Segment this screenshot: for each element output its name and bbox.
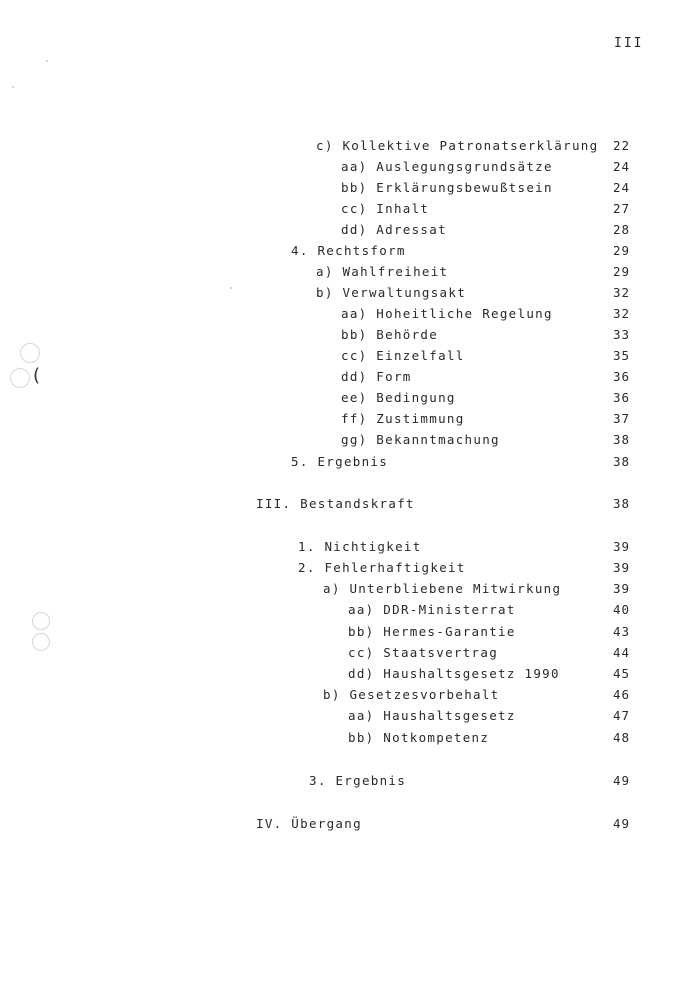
toc-entry	[0, 179, 700, 199]
toc-entry-label: cc) Inhalt	[341, 201, 430, 216]
toc-entry-label: bb) Hermes-Garantie	[348, 624, 516, 639]
toc-entry-page: 28	[612, 222, 630, 237]
toc-entry-page: 36	[612, 369, 630, 384]
toc-entry	[0, 538, 700, 558]
scan-speck	[230, 287, 232, 289]
toc-entry-page: 35	[612, 348, 630, 363]
toc-entry	[0, 623, 700, 643]
toc-entry-label: aa) Hoheitliche Regelung	[341, 306, 553, 321]
punch-hole-mark	[20, 343, 40, 363]
toc-entry-label: c) Kollektive Patronatserklärung	[316, 138, 599, 153]
toc-entry	[0, 284, 700, 304]
toc-entry-label: a) Wahlfreiheit	[316, 264, 449, 279]
toc-entry	[0, 137, 700, 157]
toc-entry-label: aa) Haushaltsgesetz	[348, 708, 516, 723]
toc-entry	[0, 431, 700, 451]
toc-entry-label: bb) Notkompetenz	[348, 730, 490, 745]
punch-hole-mark	[10, 368, 30, 388]
toc-entry-label: cc) Staatsvertrag	[348, 645, 499, 660]
toc-entry-label: aa) DDR-Ministerrat	[348, 602, 516, 617]
toc-entry	[0, 559, 700, 579]
toc-entry-page: 32	[612, 285, 630, 300]
toc-entry	[0, 389, 700, 409]
toc-entry-label: b) Gesetzesvorbehalt	[323, 687, 500, 702]
toc-entry-page: 22	[612, 138, 630, 153]
toc-entry	[0, 601, 700, 621]
toc-entry	[0, 453, 700, 473]
toc-entry-page: 40	[612, 602, 630, 617]
toc-entry-page: 29	[612, 243, 630, 258]
toc-entry-page: 24	[612, 159, 630, 174]
toc-entry-label: gg) Bekanntmachung	[341, 432, 500, 447]
toc-entry-page: 24	[612, 180, 630, 195]
toc-entry-label: 5. Ergebnis	[291, 454, 389, 469]
toc-entry-page: 48	[612, 730, 630, 745]
toc-entry-page: 39	[612, 539, 630, 554]
toc-entry	[0, 495, 700, 515]
toc-entry	[0, 305, 700, 325]
toc-entry-label: bb) Behörde	[341, 327, 439, 342]
margin-bracket: (	[33, 365, 41, 386]
toc-entry-label: aa) Auslegungsgrundsätze	[341, 159, 553, 174]
toc-entry-page: 38	[612, 432, 630, 447]
toc-entry-label: b) Verwaltungsakt	[316, 285, 467, 300]
scan-speck	[46, 60, 48, 62]
punch-hole-mark	[32, 633, 50, 651]
toc-entry-page: 33	[612, 327, 630, 342]
toc-entry-label: 1. Nichtigkeit	[298, 539, 422, 554]
punch-hole-mark	[32, 612, 50, 630]
toc-entry	[0, 772, 700, 792]
toc-entry	[0, 665, 700, 685]
toc-entry-label: IV. Übergang	[256, 816, 362, 831]
toc-entry-label: bb) Erklärungsbewußtsein	[341, 180, 553, 195]
toc-entry-page: 49	[612, 816, 630, 831]
toc-entry-label: dd) Form	[341, 369, 412, 384]
toc-entry-page: 39	[612, 581, 630, 596]
toc-entry-page: 44	[612, 645, 630, 660]
toc-entry-label: 4. Rechtsform	[291, 243, 406, 258]
page-number: III	[614, 36, 644, 51]
toc-entry-label: dd) Haushaltsgesetz 1990	[348, 666, 560, 681]
toc-entry-page: 49	[612, 773, 630, 788]
toc-entry-label: 2. Fehlerhaftigkeit	[298, 560, 466, 575]
toc-entry	[0, 263, 700, 283]
toc-entry	[0, 221, 700, 241]
toc-entry-page: 43	[612, 624, 630, 639]
toc-entry-page: 47	[612, 708, 630, 723]
toc-entry-page: 45	[612, 666, 630, 681]
toc-entry	[0, 242, 700, 262]
toc-entry	[0, 644, 700, 664]
toc-entry-page: 32	[612, 306, 630, 321]
toc-entry	[0, 410, 700, 430]
toc-entry-page: 29	[612, 264, 630, 279]
toc-entry	[0, 707, 700, 727]
toc-entry	[0, 368, 700, 388]
toc-entry-label: 3. Ergebnis	[309, 773, 407, 788]
toc-entry-page: 36	[612, 390, 630, 405]
toc-entry	[0, 326, 700, 346]
toc-entry-page: 46	[612, 687, 630, 702]
toc-entry	[0, 200, 700, 220]
toc-entry-page: 38	[612, 454, 630, 469]
toc-entry	[0, 815, 700, 835]
toc-entry-page: 38	[612, 496, 630, 511]
scan-speck	[12, 86, 14, 88]
toc-entry-label: III. Bestandskraft	[256, 496, 415, 511]
toc-entry-label: cc) Einzelfall	[341, 348, 465, 363]
toc-entry-label: dd) Adressat	[341, 222, 447, 237]
toc-entry	[0, 729, 700, 749]
toc-entry-label: a) Unterbliebene Mitwirkung	[323, 581, 562, 596]
toc-entry	[0, 686, 700, 706]
toc-entry-page: 37	[612, 411, 630, 426]
toc-entry-label: ee) Bedingung	[341, 390, 456, 405]
toc-entry	[0, 580, 700, 600]
toc-entry	[0, 347, 700, 367]
toc-entry	[0, 158, 700, 178]
toc-entry-label: ff) Zustimmung	[341, 411, 465, 426]
toc-entry-page: 27	[612, 201, 630, 216]
toc-entry-page: 39	[612, 560, 630, 575]
